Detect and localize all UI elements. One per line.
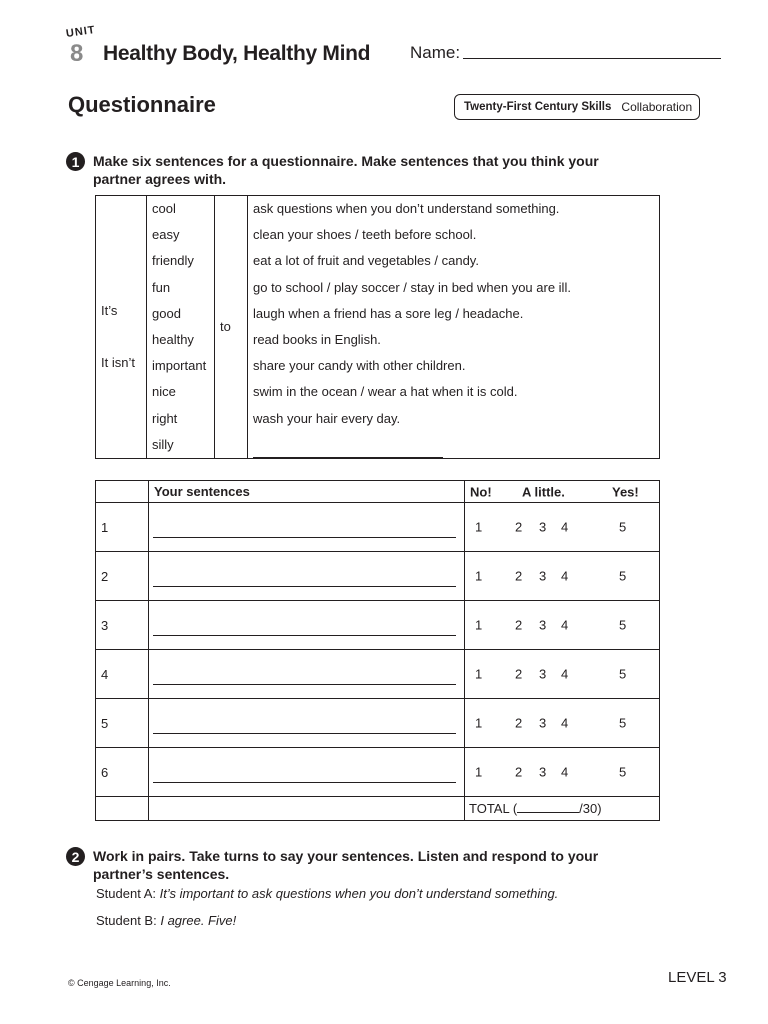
rating-option[interactable]: 3 bbox=[539, 764, 547, 780]
rating-option[interactable]: 3 bbox=[539, 568, 547, 584]
rating-option[interactable]: 5 bbox=[619, 568, 627, 584]
rating-option[interactable]: 2 bbox=[515, 764, 523, 780]
activity-1-number-icon: 1 bbox=[66, 152, 85, 171]
adjective: healthy bbox=[152, 331, 194, 347]
total-row bbox=[96, 797, 660, 821]
rating-option[interactable]: 2 bbox=[515, 617, 523, 633]
activity-1-instructions-line1: Make six sentences for a questionnaire. Make sentences that you think your bbox=[93, 153, 599, 169]
rating-option[interactable]: 3 bbox=[539, 715, 547, 731]
student-a-label: Student A: bbox=[96, 886, 156, 901]
table-row bbox=[96, 699, 660, 748]
total-cell bbox=[465, 797, 660, 821]
action: clean your shoes / teeth before school. bbox=[253, 227, 477, 243]
level-label: LEVEL 3 bbox=[668, 969, 727, 986]
adjective: nice bbox=[152, 384, 176, 400]
table-row bbox=[96, 650, 660, 699]
row-number: 1 bbox=[96, 503, 149, 552]
rating-option[interactable]: 3 bbox=[539, 519, 547, 535]
scale-no-label: No! bbox=[470, 484, 492, 499]
total-suffix: /30) bbox=[579, 801, 602, 816]
row-number: 3 bbox=[96, 601, 149, 650]
action: read books in English. bbox=[253, 331, 381, 347]
sentence-cell[interactable] bbox=[149, 503, 465, 552]
total-field[interactable] bbox=[517, 801, 579, 813]
skills-label: Twenty-First Century Skills bbox=[464, 101, 612, 113]
table-row bbox=[96, 503, 660, 552]
subject-its: It’s bbox=[101, 303, 118, 319]
total-empty-cell bbox=[149, 797, 465, 821]
connector-to: to bbox=[220, 319, 231, 335]
scale-yes-label: Yes! bbox=[612, 484, 639, 499]
student-a-text: It’s important to ask questions when you don’t understand something. bbox=[159, 886, 559, 901]
student-b-label: Student B: bbox=[96, 913, 157, 928]
action: go to school / play soccer / stay in bed when you are ill. bbox=[253, 279, 571, 295]
adjective: important bbox=[152, 358, 207, 374]
scale-little-label: A little. bbox=[522, 484, 565, 499]
rating-option[interactable]: 3 bbox=[539, 617, 547, 633]
adjective: right bbox=[152, 410, 178, 426]
number-header bbox=[96, 481, 149, 503]
rating-option[interactable]: 1 bbox=[475, 715, 483, 731]
rating-option[interactable]: 5 bbox=[619, 764, 627, 780]
questionnaire-table bbox=[95, 480, 660, 821]
scale-cell bbox=[465, 699, 660, 748]
actions-cell bbox=[248, 196, 660, 459]
scale-header bbox=[465, 481, 660, 503]
action-blank[interactable] bbox=[248, 432, 659, 458]
subject-it-isnt: It isn’t bbox=[101, 355, 135, 371]
connector-cell bbox=[215, 196, 248, 459]
row-number: 4 bbox=[96, 650, 149, 699]
sentence-line[interactable] bbox=[153, 782, 456, 783]
activity-2-instructions-line2: partner’s sentences. bbox=[93, 866, 230, 882]
action: laugh when a friend has a sore leg / headache. bbox=[253, 305, 524, 321]
unit-label: UNIT bbox=[65, 23, 97, 41]
sentence-line[interactable] bbox=[153, 733, 456, 734]
rating-option[interactable]: 4 bbox=[561, 715, 569, 731]
rating-option[interactable]: 1 bbox=[475, 764, 483, 780]
page-title: Questionnaire bbox=[68, 92, 216, 117]
name-field[interactable] bbox=[463, 58, 721, 59]
scale-cell bbox=[465, 503, 660, 552]
table-row bbox=[96, 748, 660, 797]
action: eat a lot of fruit and vegetables / candy. bbox=[253, 253, 479, 269]
rating-option[interactable]: 2 bbox=[515, 568, 523, 584]
total-empty-cell bbox=[96, 797, 149, 821]
action: swim in the ocean / wear a hat when it is cold. bbox=[253, 384, 518, 400]
action: ask questions when you don’t understand something. bbox=[253, 201, 560, 216]
unit-number: 8 bbox=[70, 40, 84, 67]
rating-option[interactable]: 3 bbox=[539, 666, 547, 682]
rating-option[interactable]: 4 bbox=[561, 568, 569, 584]
sentence-cell[interactable] bbox=[149, 601, 465, 650]
row-number: 6 bbox=[96, 748, 149, 797]
adjective: good bbox=[152, 305, 181, 321]
name-label: Name: bbox=[410, 43, 461, 62]
skills-value: Collaboration bbox=[621, 100, 693, 114]
table-row bbox=[96, 601, 660, 650]
adjective: silly bbox=[152, 436, 174, 452]
total-prefix: TOTAL ( bbox=[469, 801, 518, 816]
rating-option[interactable]: 5 bbox=[619, 666, 627, 682]
unit-title: Healthy Body, Healthy Mind bbox=[103, 42, 371, 65]
sentence-cell[interactable] bbox=[149, 699, 465, 748]
row-number: 2 bbox=[96, 552, 149, 601]
rating-option[interactable]: 1 bbox=[475, 568, 483, 584]
sentence-line[interactable] bbox=[153, 537, 456, 538]
sentence-line[interactable] bbox=[153, 586, 456, 587]
subjects-cell bbox=[96, 196, 147, 459]
rating-option[interactable]: 4 bbox=[561, 519, 569, 535]
adjectives-cell bbox=[147, 196, 215, 459]
rating-option[interactable]: 4 bbox=[561, 666, 569, 682]
table-row bbox=[96, 552, 660, 601]
row-number: 5 bbox=[96, 699, 149, 748]
rating-option[interactable]: 5 bbox=[619, 519, 627, 535]
sentence-line[interactable] bbox=[153, 635, 456, 636]
rating-option[interactable]: 5 bbox=[619, 617, 627, 633]
sentences-header: Your sentences bbox=[149, 481, 465, 503]
student-b-text: I agree. Five! bbox=[160, 913, 237, 928]
adjective: fun bbox=[152, 279, 171, 295]
activity-2-instructions bbox=[93, 847, 598, 883]
sentence-cell[interactable] bbox=[149, 748, 465, 797]
sentence-line[interactable] bbox=[153, 684, 456, 685]
activity-1-instructions-line2: partner agrees with. bbox=[93, 171, 227, 187]
rating-option[interactable]: 2 bbox=[515, 715, 523, 731]
action: share your candy with other children. bbox=[253, 358, 466, 374]
scale-cell bbox=[465, 650, 660, 699]
adjective: friendly bbox=[152, 253, 194, 269]
rating-option[interactable]: 1 bbox=[475, 519, 483, 535]
rating-option[interactable]: 1 bbox=[475, 666, 483, 682]
activity-2-number-icon: 2 bbox=[66, 847, 85, 866]
adjective: easy bbox=[152, 227, 180, 243]
write-in-line[interactable] bbox=[253, 444, 443, 458]
activity-2-instructions-line1: Work in pairs. Take turns to say your sentences. Listen and respond to your bbox=[93, 848, 599, 864]
activity-1-instructions bbox=[93, 152, 599, 188]
rating-option[interactable]: 4 bbox=[561, 764, 569, 780]
skills-badge bbox=[454, 94, 700, 120]
rating-option[interactable]: 5 bbox=[619, 715, 627, 731]
sentence-cell[interactable] bbox=[149, 650, 465, 699]
rating-option[interactable]: 4 bbox=[561, 617, 569, 633]
substitution-table bbox=[95, 195, 660, 459]
sentence-cell[interactable] bbox=[149, 552, 465, 601]
rating-option[interactable]: 1 bbox=[475, 617, 483, 633]
rating-option[interactable]: 2 bbox=[515, 519, 523, 535]
copyright: © Cengage Learning, Inc. bbox=[68, 978, 171, 988]
rating-option[interactable]: 2 bbox=[515, 666, 523, 682]
adjective: cool bbox=[152, 201, 176, 216]
action: wash your hair every day. bbox=[253, 410, 401, 426]
scale-cell bbox=[465, 552, 660, 601]
example-student-a bbox=[96, 886, 558, 901]
scale-cell bbox=[465, 601, 660, 650]
scale-cell bbox=[465, 748, 660, 797]
example-student-b bbox=[96, 913, 236, 928]
